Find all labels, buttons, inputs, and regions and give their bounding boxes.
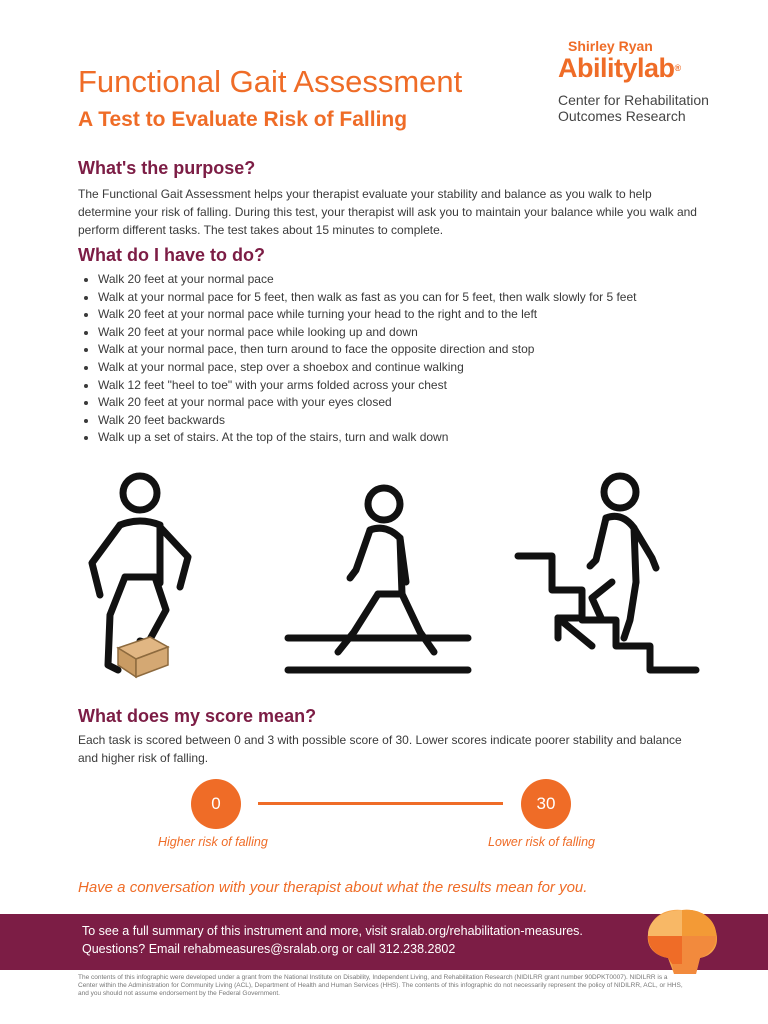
list-item: • Walk 20 feet at your normal pace while looking up and down bbox=[98, 324, 636, 342]
sralab-logo bbox=[558, 38, 738, 124]
list-item: • Walk at your normal pace, then turn around to face the opposite direction and stop bbox=[98, 341, 636, 359]
score-heading: What does my score mean? bbox=[78, 706, 317, 726]
person-climbing-stairs-icon bbox=[512, 470, 702, 680]
logo-org-top: Shirley Ryan bbox=[568, 38, 653, 54]
person-stepping-over-box-icon bbox=[80, 465, 200, 690]
logo-wordmark: Abilitylab bbox=[558, 53, 675, 83]
score-min-circle bbox=[191, 779, 241, 829]
score-max-circle bbox=[521, 779, 571, 829]
list-item: • Walk up a set of stairs. At the top of the stairs, turn and walk down bbox=[98, 429, 636, 447]
tasks-heading: What do I have to do? bbox=[78, 245, 265, 265]
list-item: • Walk 20 feet at your normal pace bbox=[98, 271, 636, 289]
footer-line1: To see a full summary of this instrument and more, visit sralab.org/rehabilitation-measures. bbox=[82, 924, 583, 938]
page-title: Functional Gait Assessment bbox=[78, 64, 463, 99]
list-item: • Walk at your normal pace, step over a shoebox and continue walking bbox=[98, 359, 636, 377]
score-max-label: Lower risk of falling bbox=[488, 835, 595, 849]
logo-org-main bbox=[558, 54, 738, 82]
score-max-value: 30 bbox=[536, 794, 556, 813]
call-to-action: Have a conversation with your therapist about what the results mean for you. bbox=[78, 879, 588, 896]
tasks-list bbox=[78, 271, 636, 447]
list-item: • Walk 12 feet "heel to toe" with your arms folded across your chest bbox=[98, 377, 636, 395]
list-item: • Walk 20 feet at your normal pace with your eyes closed bbox=[98, 394, 636, 412]
footer-text bbox=[82, 922, 583, 958]
purpose-body: The Functional Gait Assessment helps your therapist evaluate your stability and balance as you walk to help determine your risk of falling. During this test, your therapist will ask you to maintain your balance while you walk and perform different tasks. The test takes about 15 minutes to complete. bbox=[78, 187, 697, 237]
logo-center-name bbox=[558, 92, 738, 124]
score-body: Each task is scored between 0 and 3 with possible score of 30. Lower scores indicate poorer stability and balance and higher risk of falling. bbox=[78, 733, 682, 765]
score-scale-line bbox=[258, 802, 503, 805]
page-subtitle: A Test to Evaluate Risk of Falling bbox=[78, 108, 408, 131]
footer-disclaimer: The contents of this infographic were developed under a grant from the National Institute on Disability, Independent Living, and Rehabilitation Research (NIDILRR grant number 90DPKT0007). NIDILRR is a Center within the Administration for Community Living (ACL), Department of Health and Human Services (HHS). The contents of this infographic do not necessarily represent the policy of NIDILRR, ACL, or HHS, and you should not assume endorsement by the Federal Government. bbox=[78, 974, 683, 997]
footer-line2: Questions? Email rehabmeasures@sralab.org or call 312.238.2802 bbox=[82, 942, 456, 956]
list-item: • Walk at your normal pace for 5 feet, then walk as fast as you can for 5 feet, then walk slowly for 5 feet bbox=[98, 289, 636, 307]
list-item: • Walk 20 feet at your normal pace while turning your head to the right and to the left bbox=[98, 306, 636, 324]
logo-reg-mark: ® bbox=[674, 63, 681, 73]
purpose-heading: What's the purpose? bbox=[78, 158, 256, 178]
person-walking-icon bbox=[282, 482, 472, 677]
list-item: • Walk 20 feet backwards bbox=[98, 412, 636, 430]
logo-center-line1: Center for Rehabilitation bbox=[558, 92, 709, 108]
score-min-label: Higher risk of falling bbox=[158, 835, 268, 849]
logo-center-line2: Outcomes Research bbox=[558, 108, 686, 124]
score-min-value: 0 bbox=[211, 794, 221, 813]
brain-icon bbox=[644, 906, 720, 978]
